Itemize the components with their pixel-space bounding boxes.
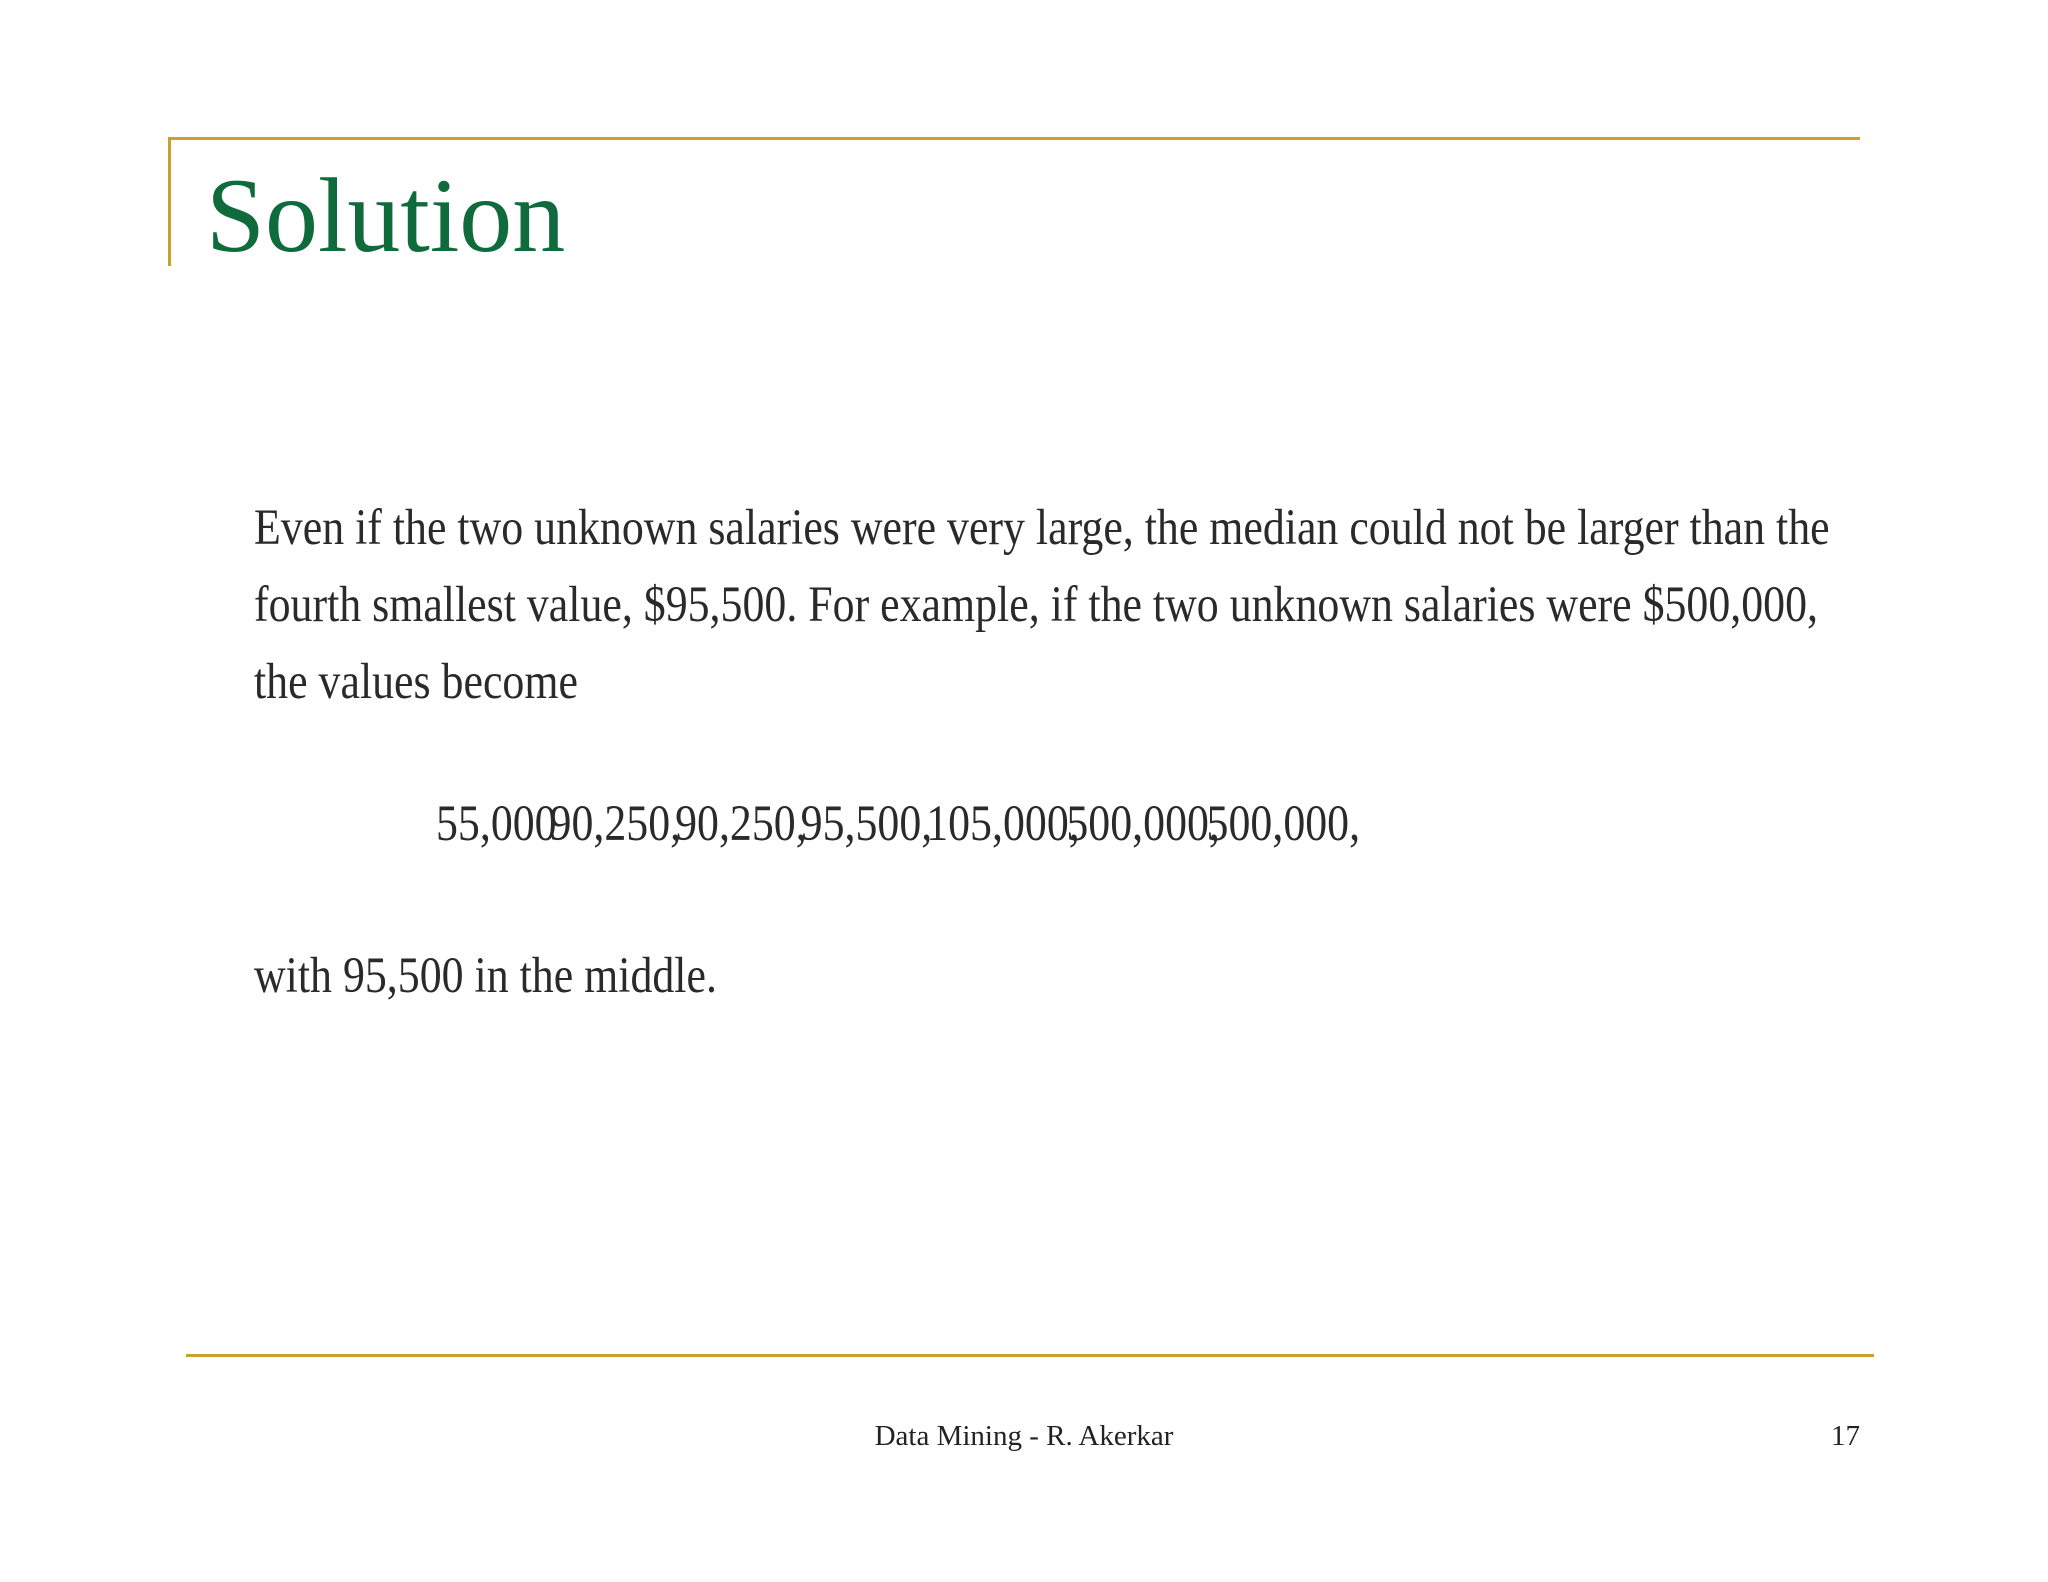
closing-sentence: with 95,500 in the middle. <box>254 948 717 1004</box>
paragraph-line: the values become <box>254 654 578 710</box>
value-item: 55,000 <box>436 796 557 852</box>
title-rule-vertical <box>168 137 171 266</box>
footer-author: Data Mining - R. Akerkar <box>874 1420 1174 1452</box>
explanation-paragraph <box>254 490 1830 721</box>
page-number: 17 <box>1831 1420 1860 1452</box>
value-item: 95,500, <box>800 796 933 852</box>
slide-title: Solution <box>206 157 566 274</box>
value-item: 105,000, <box>926 796 1080 852</box>
title-rule-horizontal <box>168 137 1860 140</box>
value-item: 90,250, <box>549 796 682 852</box>
values-list <box>436 795 1360 853</box>
paragraph-line: fourth smallest value, $95,500. For example, if the two unknown salaries were $500,000, <box>254 577 1819 633</box>
value-item: 500,000, <box>1206 796 1361 852</box>
value-item: 500,000, <box>1066 796 1220 852</box>
footer-rule <box>186 1354 1874 1357</box>
paragraph-line: Even if the two unknown salaries were very large, the median could not be larger than the <box>254 500 1830 556</box>
value-item: 90,250, <box>675 796 807 852</box>
